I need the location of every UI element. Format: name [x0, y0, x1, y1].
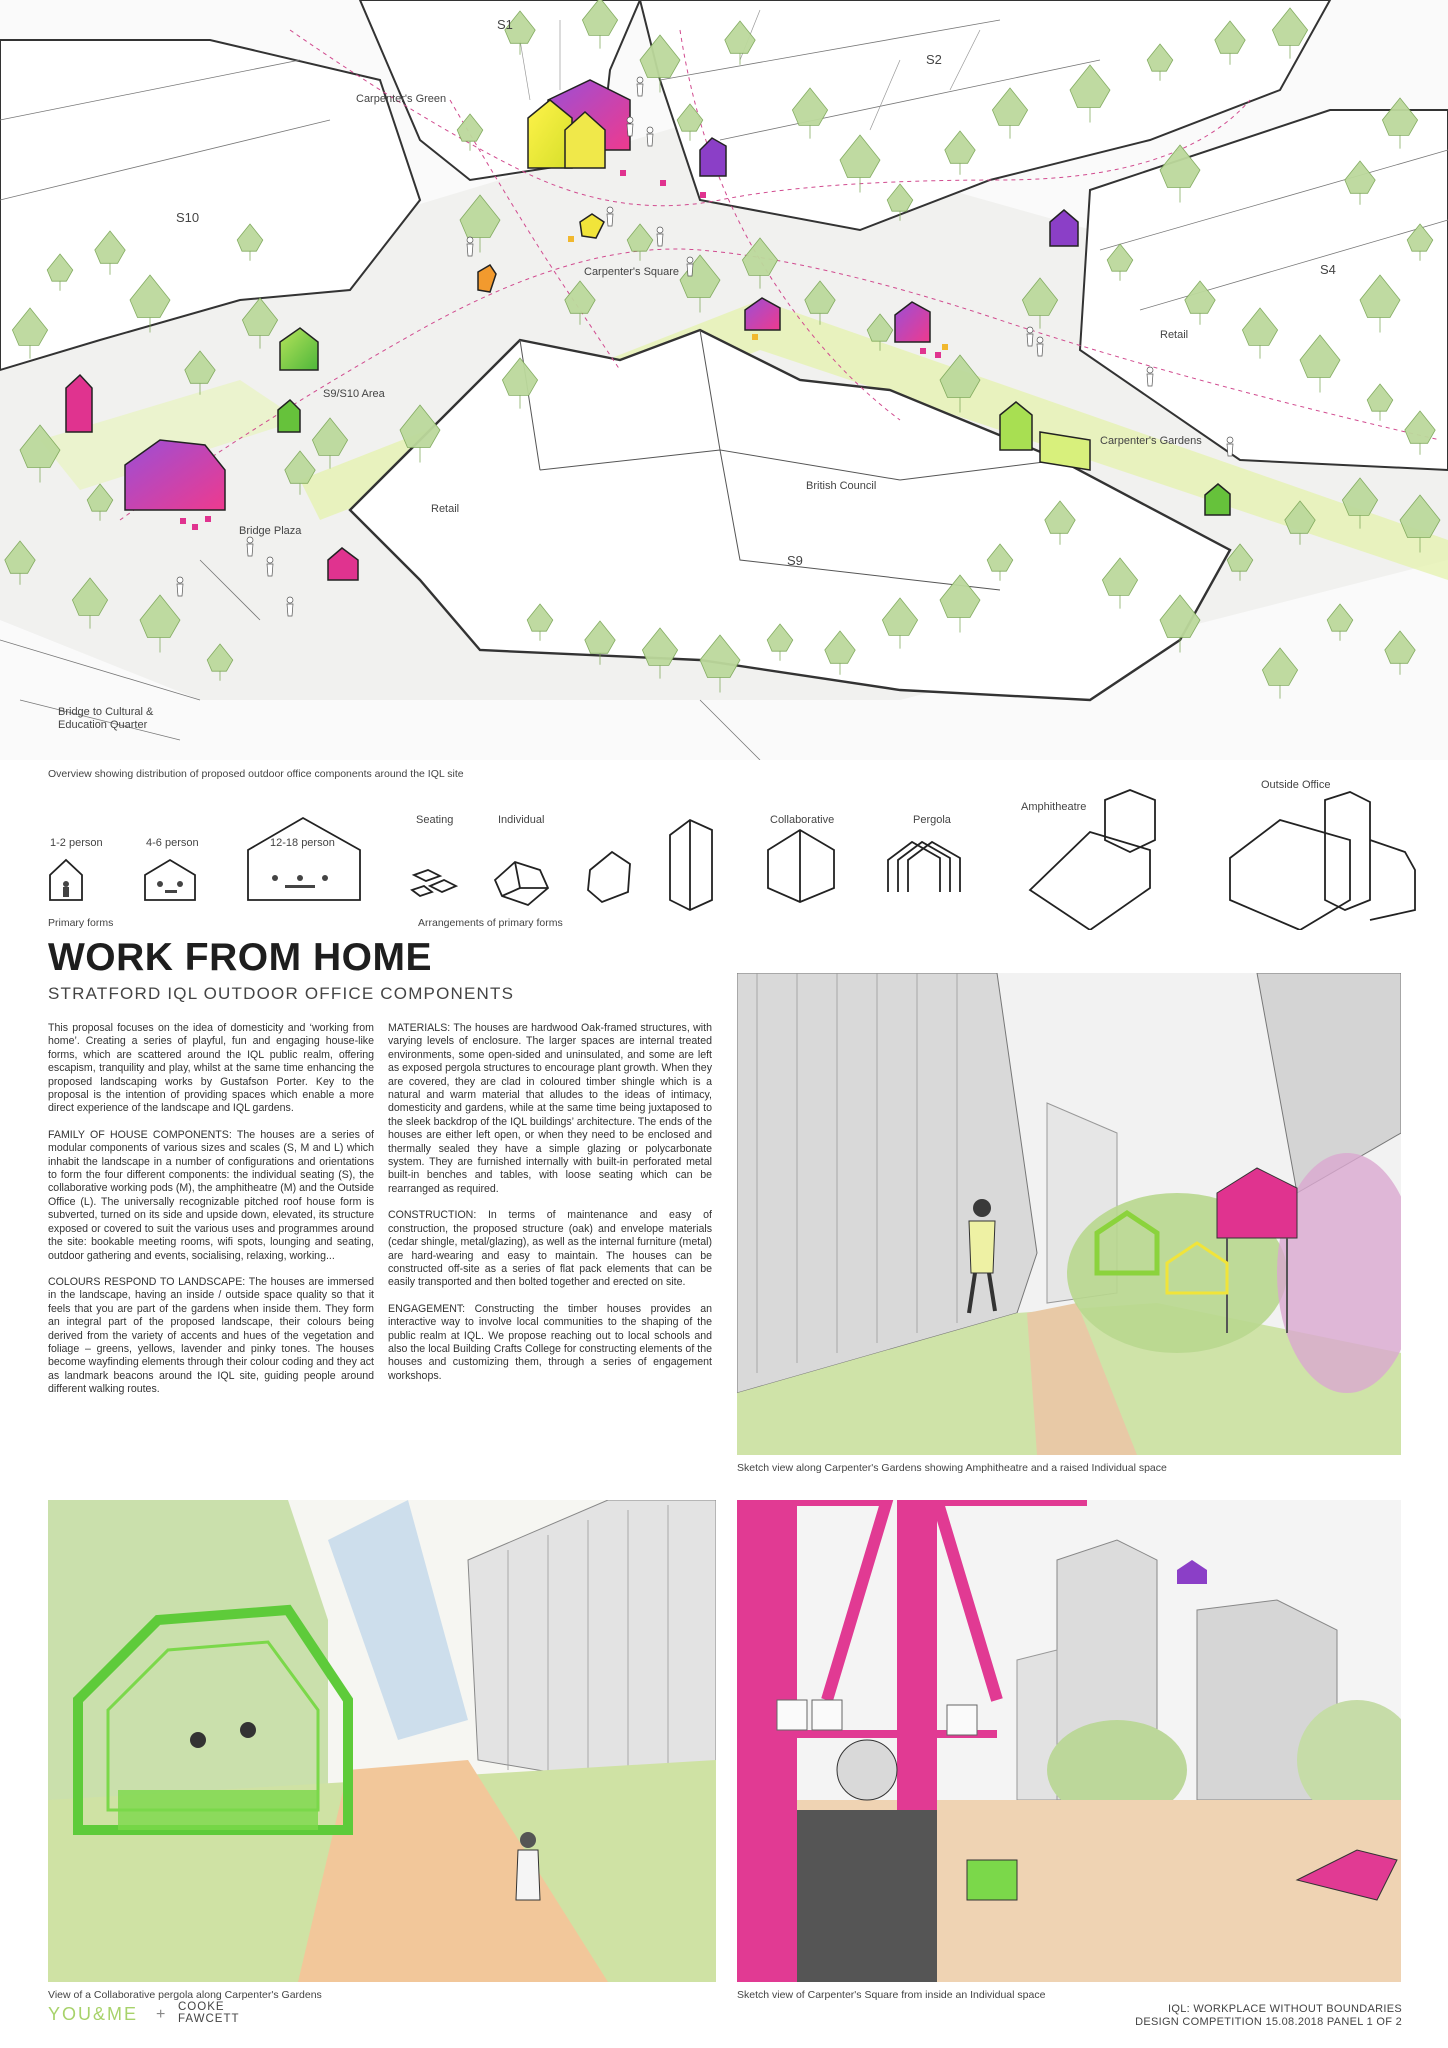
- engagement-paragraph: ENGAGEMENT: Constructing the timber houses provides an interactive way to involve local communities to the shaping of the public realm at IQL. We propose reaching out to local schools and also the local Building Crafts College for constructing elements of the houses and customizing them, through a series of engagement workshops.: [388, 1302, 712, 1382]
- map-person: [287, 597, 293, 616]
- materials-paragraph: MATERIALS: The houses are hardwood Oak-framed structures, with varying levels of enclosure. The larger spaces are internal treated environments, some open-sided and uninsulated, and some are left as exposed pergola structures to encourage plant growth. When they are covered, they are clad in coloured timber shingle which is a natural and warm material that alludes to the ideas of intimacy, domesticity and gardens, while at the same time being juxtaposed to the sleek backdrop of the IQL buildings’ architecture. The ends of the houses are either left open, or when they need to be enclosed and thermally sealed they have a simple glazing or polycarbonate system. They are furnished internally with built-in perforated metal built-in benches and tables, with loose seating which can be rearranged as required.: [388, 1022, 712, 1195]
- forms-diagram: [0, 780, 1448, 930]
- map-person: [627, 117, 633, 136]
- text-column-2: [388, 1022, 712, 1396]
- map-person: [1147, 367, 1153, 386]
- map-person: [1227, 437, 1233, 456]
- form-label-pergola: Pergola: [913, 814, 951, 826]
- form-label-1-2: 1-2 person: [50, 837, 103, 849]
- competition-info: [1135, 2003, 1402, 2029]
- map-person: [647, 127, 653, 146]
- square-sketch-drawing: [737, 1500, 1401, 1982]
- footer-plus: +: [156, 2006, 166, 2023]
- map-label-carpenters-gardens: Carpenter's Gardens: [1100, 435, 1202, 447]
- map-person: [1037, 337, 1043, 356]
- map-label-retail-right: Retail: [1160, 329, 1189, 341]
- map-label-s9-s10-area: S9/S10 Area: [323, 388, 385, 400]
- map-person: [687, 257, 693, 276]
- construction-paragraph: CONSTRUCTION: In terms of maintenance and easy of construction, the proposed structure (oak) and envelope materials (cedar shingle, metal/glazing), as well as the internal furniture (metal) are hard-wearing and easy to maintain. The houses can be constructed off-site as a series of flat pack elements that can be easily transported and then bolted together and erected on site.: [388, 1209, 712, 1289]
- form-label-outside-office: Outside Office: [1261, 779, 1331, 791]
- map-person: [467, 237, 473, 256]
- pergola-sketch-drawing: [48, 1500, 716, 1982]
- arrangements-caption: Arrangements of primary forms: [418, 917, 563, 929]
- partner-line-1: COOKE: [178, 2001, 225, 2013]
- page-title: WORK FROM HOME: [48, 936, 432, 979]
- family-paragraph: FAMILY OF HOUSE COMPONENTS: The houses are a series of modular components of various sizes and scales (S, M and L) which inhabit the landscape in a number of configurations and orientations to form the four different components: the individual seating (S), the collaborative working pods (M), the amphitheatre (M) and the Outside Office (L). The universally recognizable pitched roof house form is subverted, turned on its side and upside down, elevated, its structure exposed or covered to suit the various uses and programmes around the site: bookable meeting rooms, wifi spots, lounging and seating, outdoor gathering and events, socialising, relaxing, working...: [48, 1128, 374, 1262]
- page-subtitle: STRATFORD IQL OUTDOOR OFFICE COMPONENTS: [48, 984, 515, 1003]
- map-person: [1027, 327, 1033, 346]
- map-person: [177, 577, 183, 596]
- intro-paragraph: This proposal focuses on the idea of domesticity and ‘working from home’. Creating a series of playful, fun and engaging house-like forms, which are scattered around the IQL public realm, offering escapism, tranquility and play, whilst at the same time enhancing the proposed landscaping works by Gustafson Porter. Key to the proposal is the intention of providing spaces which enable a more direct experience of the landscape and IQL gardens.: [48, 1022, 374, 1115]
- map-label-british-council: British Council: [806, 480, 877, 492]
- map-label-bridge-line1: Bridge to Cultural &: [58, 706, 154, 718]
- sketch-carpenters-gardens: [737, 973, 1401, 1455]
- map-person: [247, 537, 253, 556]
- form-label-collaborative: Collaborative: [770, 814, 835, 826]
- form-label-12-18: 12-18 person: [270, 837, 335, 849]
- gardens-sketch-drawing: [737, 973, 1401, 1455]
- map-person: [637, 77, 643, 96]
- gardens-sketch-caption: Sketch view along Carpenter's Gardens showing Amphitheatre and a raised Individual space: [737, 1462, 1167, 1474]
- sketch-collaborative-pergola: [48, 1500, 716, 1982]
- map-label-retail-center: Retail: [431, 503, 460, 515]
- map-label-carpenters-green: Carpenter's Green: [356, 93, 447, 105]
- map-caption: Overview showing distribution of proposed outdoor office components around the IQL site: [48, 768, 464, 780]
- map-label-carpenters-square: Carpenter's Square: [584, 266, 680, 278]
- form-label-4-6: 4-6 person: [146, 837, 199, 849]
- square-sketch-caption: Sketch view of Carpenter's Square from inside an Individual space: [737, 1989, 1046, 2001]
- partner-line-2: FAWCETT: [178, 2013, 240, 2025]
- map-label-bridge-line2: Education Quarter: [58, 719, 148, 731]
- primary-forms-caption: Primary forms: [48, 917, 114, 929]
- map-person: [267, 557, 273, 576]
- sketch-carpenters-square: [737, 1500, 1401, 1982]
- cooke-fawcett-logo: [178, 2001, 240, 2025]
- site-map-drawing: [0, 0, 1448, 760]
- map-label-s9: S9: [787, 553, 803, 568]
- form-label-amphitheatre: Amphitheatre: [1021, 801, 1087, 813]
- map-person: [607, 207, 613, 226]
- competition-line-2: DESIGN COMPETITION 15.08.2018 PANEL 1 OF 2: [1135, 2016, 1402, 2028]
- competition-line-1: IQL: WORKPLACE WITHOUT BOUNDARIES: [1167, 2003, 1402, 2015]
- map-label-s1: S1: [497, 17, 513, 32]
- colours-paragraph: COLOURS RESPOND TO LANDSCAPE: The houses are immersed in the landscape, having an inside / outside space quality so that it feels that you are part of the gardens when inside them. They form an integral part of the proposed landscape, their colours being derived from the variety of accents and hues of the vegetation and foliage – greens, yellows, lavender and pinky tones. The houses become wayfinding elements through their colour coding and they act as landmark beacons around the IQL site, guiding people around different walking routes.: [48, 1275, 374, 1396]
- pergola-sketch-caption: View of a Collaborative pergola along Carpenter's Gardens: [48, 1989, 322, 2001]
- site-overview-map: [0, 0, 1448, 760]
- form-label-seating: Seating: [416, 814, 454, 826]
- map-label-bridge-plaza: Bridge Plaza: [239, 525, 302, 537]
- form-label-individual: Individual: [498, 814, 545, 826]
- you-and-me-logo: YOU&ME: [48, 2004, 139, 2024]
- map-label-s10: S10: [176, 210, 200, 225]
- map-label-s4: S4: [1320, 262, 1336, 277]
- text-column-1: [48, 1022, 374, 1410]
- map-person: [657, 227, 663, 246]
- map-label-s2: S2: [926, 52, 942, 67]
